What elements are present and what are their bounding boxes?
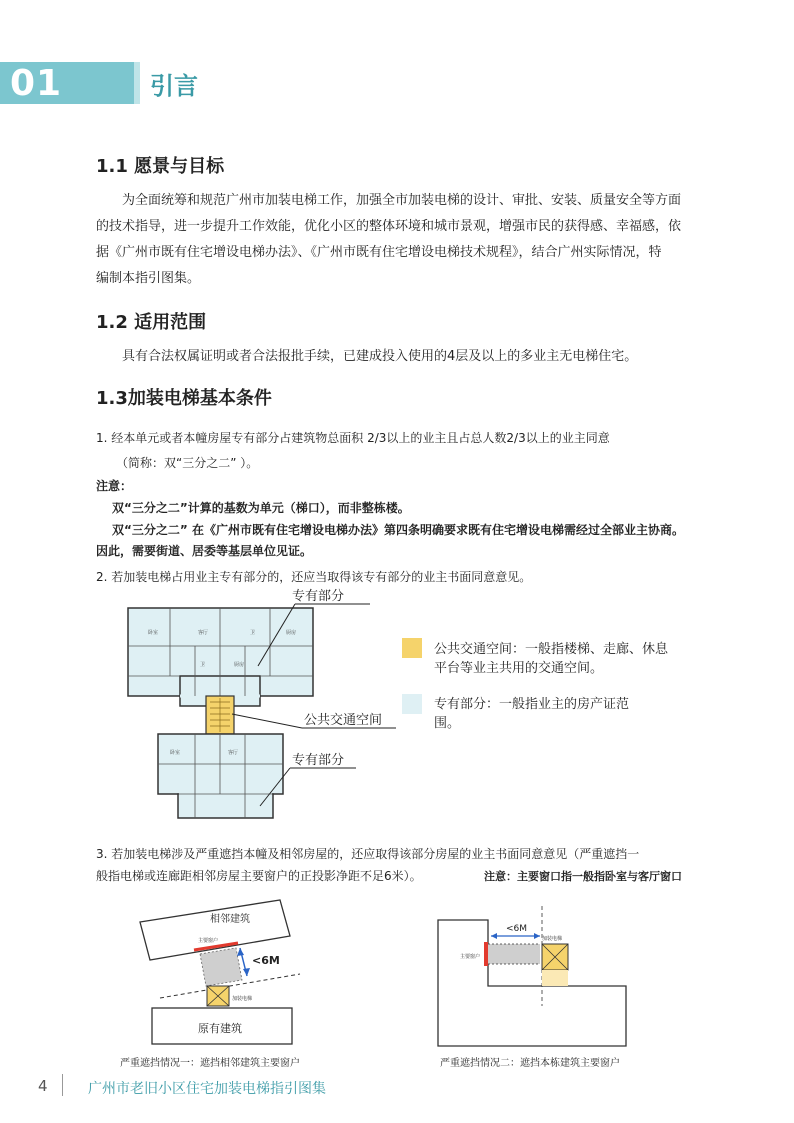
room-label: 厨房 — [286, 630, 297, 636]
own-building — [438, 920, 626, 1046]
condition-3-note: 注意：主要窗口指一般指卧室与客厅窗口 — [484, 870, 682, 883]
section-title-1-1: 1.1 愿景与目标 — [96, 156, 225, 177]
main-window-label: 主要窗户 — [198, 938, 219, 944]
chapter-divider — [134, 62, 140, 104]
legend-private-line-1: 专有部分：一般指业主的房产证范 — [434, 697, 630, 712]
condition-1-line-1: 1. 经本单元或者本幢房屋专有部分占建筑物总面积 2/3以上的业主且占总人数2/3以上的业主同意 — [96, 431, 610, 445]
case-1-caption: 严重遮挡情况一：遮挡相邻建筑主要窗户 — [120, 1058, 300, 1069]
note-line-3: 因此，需要街道、居委等基层单位见证。 — [96, 544, 313, 558]
legend-public-line-2: 平台等业主共用的交通空间。 — [434, 661, 604, 676]
section-1-1-line-3: 据《广州市既有住宅增设电梯办法》、《广州市既有住宅增设电梯技术规程》，结合广州实际情况，特 — [96, 245, 662, 260]
legend-public-line-1: 公共交通空间：一般指楼梯、走廊、休息 — [434, 642, 669, 657]
projection-area — [488, 944, 540, 964]
footer-divider — [62, 1074, 63, 1096]
neighbor-building-label: 相邻建筑 — [210, 914, 250, 925]
label-private-bottom: 专有部分 — [292, 753, 345, 768]
elevator-label: 加装电梯 — [542, 936, 563, 942]
corridor-area — [542, 970, 568, 986]
section-1-1-line-2: 的技术指导，进一步提升工作效能，优化小区的整体环境和城市景观，增强市民的获得感、幸福感，依 — [96, 219, 682, 234]
note-label: 注意： — [96, 479, 133, 493]
room-label: 卫 — [200, 662, 206, 668]
room-label: 客厅 — [198, 630, 209, 636]
chapter-number: 01 — [10, 63, 63, 104]
projection-area — [200, 948, 242, 986]
room-label: 卧室 — [170, 750, 181, 756]
obstruction-case-1-diagram — [110, 892, 370, 1072]
distance-label: <6M — [506, 924, 528, 934]
section-title-1-2: 1.2 适用范围 — [96, 312, 207, 333]
room-label: 客厅 — [228, 750, 239, 756]
condition-3-line-2: 般指电梯或连廊距相邻房屋主要窗户的正投影净距不足6米）。 — [96, 869, 422, 883]
legend-private-line-2: 围。 — [434, 716, 461, 731]
chapter-title: 引言 — [150, 72, 198, 100]
section-1-2-text: 具有合法权属证明或者合法报批手续，已建成投入使用的4层及以上的多业主无电梯住宅。 — [122, 349, 638, 364]
note-line-1: 双“三分之二”计算的基数为单元（梯口），而非整栋楼。 — [112, 501, 410, 515]
original-building-label: 原有建筑 — [198, 1022, 242, 1035]
room-label: 厨房 — [234, 662, 245, 668]
floor-plan-diagram — [120, 586, 720, 826]
case-2-caption: 严重遮挡情况二：遮挡本栋建筑主要窗户 — [440, 1058, 620, 1069]
elevator-label: 加装电梯 — [232, 996, 253, 1002]
obstruction-case-2-diagram — [436, 906, 656, 1072]
section-1-1-line-4: 编制本指引图集。 — [96, 271, 201, 286]
condition-2: 2. 若加装电梯占用业主专有部分的，还应当取得该专有部分的业主书面同意意见。 — [96, 570, 532, 584]
room-label: 卫 — [250, 630, 256, 636]
neighbor-building — [140, 900, 290, 960]
section-1-1-line-1: 为全面统筹和规范广州市加装电梯工作，加强全市加装电梯的设计、审批、安装、质量安全等方面 — [122, 193, 682, 208]
footer-title: 广州市老旧小区住宅加装电梯指引图集 — [88, 1081, 326, 1097]
main-window-label: 主要窗户 — [460, 954, 481, 960]
distance-label: <6M — [252, 954, 280, 967]
condition-3-line-1: 3. 若加装电梯涉及严重遮挡本幢及相邻房屋的，还应取得该部分房屋的业主书面同意意见（严重遮挡一 — [96, 847, 640, 861]
label-private-top: 专有部分 — [292, 589, 345, 604]
section-title-1-3: 1.3加装电梯基本条件 — [96, 388, 272, 409]
condition-1-line-2: （简称：双“三分之二” ）。 — [116, 456, 259, 470]
page-number: 4 — [38, 1077, 48, 1095]
room-label: 卧室 — [148, 630, 159, 636]
note-line-2: 双“三分之二” 在《广州市既有住宅增设电梯办法》第四条明确要求既有住宅增设电梯需经过全部业主协商。 — [112, 523, 684, 537]
main-window-mark — [484, 942, 488, 966]
lower-unit-wing — [178, 794, 273, 818]
legend-swatch-private — [402, 694, 422, 714]
label-public-space: 公共交通空间 — [304, 713, 383, 728]
legend-swatch-public — [402, 638, 422, 658]
